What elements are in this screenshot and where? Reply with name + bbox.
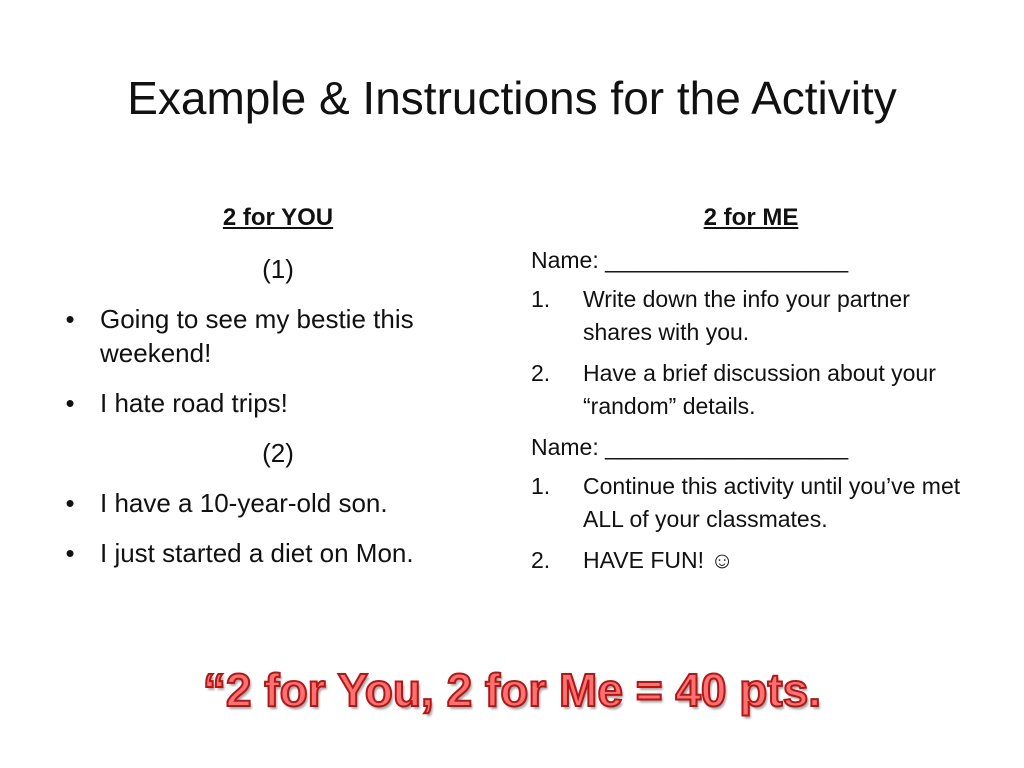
left-column-heading: 2 for YOU xyxy=(222,204,334,231)
bullet-icon: • xyxy=(65,388,75,418)
list-item xyxy=(531,470,971,536)
group-1-label: (1) xyxy=(262,254,294,284)
bullet-icon: • xyxy=(65,488,75,518)
name-line: Name: ___________________ xyxy=(531,434,849,460)
group-2-list xyxy=(58,486,498,570)
left-column xyxy=(58,200,498,586)
instruction-list-2 xyxy=(531,470,971,577)
list-item xyxy=(531,357,971,423)
list-item xyxy=(531,283,971,349)
right-column xyxy=(531,200,971,585)
list-item xyxy=(58,302,498,370)
group-1-list xyxy=(58,302,498,420)
group-2-label: (2) xyxy=(262,438,294,468)
list-item-text: I just started a diet on Mon. xyxy=(100,538,414,568)
list-item-text: Have a brief discussion about your “random” details. xyxy=(583,360,936,419)
list-item xyxy=(58,536,498,570)
list-number: 2. xyxy=(531,360,551,386)
bullet-icon: • xyxy=(65,538,75,568)
list-item-text: I hate road trips! xyxy=(100,388,288,418)
list-item-text: I have a 10-year-old son. xyxy=(100,488,388,518)
list-number: 2. xyxy=(531,547,551,573)
list-item-text: Write down the info your partner shares with you. xyxy=(583,286,910,345)
list-item xyxy=(58,386,498,420)
list-number: 1. xyxy=(531,473,551,499)
bullet-icon: • xyxy=(65,304,75,334)
list-item xyxy=(58,486,498,520)
points-banner: “2 for You, 2 for Me = 40 pts. xyxy=(202,664,822,716)
list-item xyxy=(531,544,971,577)
list-number: 1. xyxy=(531,286,551,312)
list-item-text: Going to see my bestie this weekend! xyxy=(100,304,414,368)
list-item-text: HAVE FUN! ☺ xyxy=(583,547,734,573)
list-item-text: Continue this activity until you’ve met ALL of your classmates. xyxy=(583,473,961,532)
name-line: Name: ___________________ xyxy=(531,247,849,273)
slide-title: Example & Instructions for the Activity xyxy=(127,72,897,124)
right-column-heading: 2 for ME xyxy=(703,204,799,231)
instruction-list-1 xyxy=(531,283,971,423)
